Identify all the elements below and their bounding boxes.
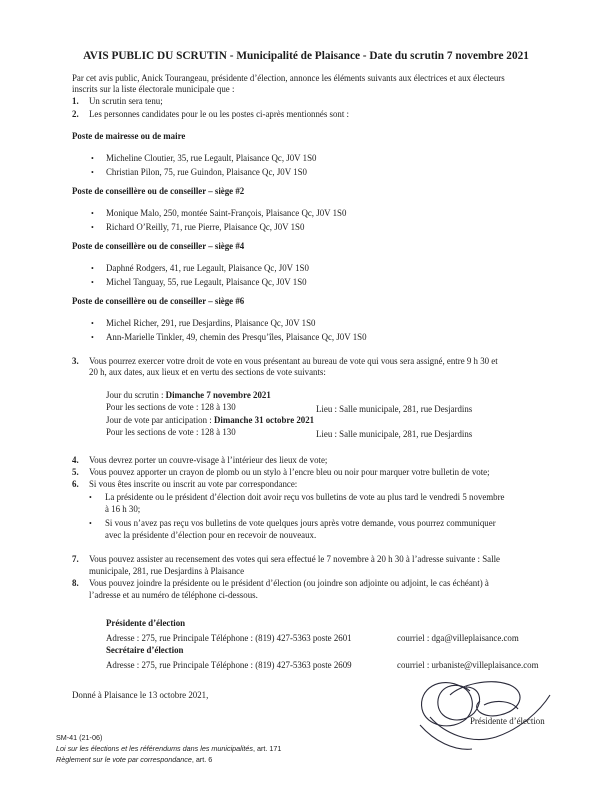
president-heading: Présidente d’élection	[106, 618, 186, 628]
item-1-text: Un scrutin sera tenu;	[89, 96, 163, 106]
candidate-item: Michel Tanguay, 55, rue Legault, Plaisance Qc, J0V 1S0	[106, 277, 307, 287]
signed-place-date: Donné à Plaisance le 13 octobre 2021,	[72, 690, 209, 700]
secretary-address: Adresse : 275, rue Principale Téléphone : (819) 427-5363 poste 2609	[106, 660, 352, 670]
item-6-bullet-2-line-1: Si vous n’avez pas reçu vos bulletins de vote quelques jours après votre demande, vous pourrez communiquer	[105, 518, 496, 528]
form-code: SM-41 (21-06)	[56, 733, 103, 742]
item-5-text: Vous pouvez apporter un crayon de plomb ou un stylo à l’encre bleu ou noir pour marquer votre bulletin de vote;	[89, 467, 490, 477]
bullet-icon: •	[91, 264, 94, 273]
bullet-icon: •	[91, 333, 94, 342]
intro-line-1: Par cet avis public, Anick Tourangeau, présidente d’élection, annonce les éléments suivants aux électrices et aux électeurs	[72, 73, 505, 83]
bullet-icon: •	[91, 168, 94, 177]
advance-vote-line	[106, 415, 314, 426]
candidate-item: Daphné Rodgers, 41, rue Legault, Plaisance Qc, J0V 1S0	[106, 263, 309, 273]
position-heading-seat-2: Poste de conseillère ou de conseiller – siège #2	[72, 186, 245, 196]
item-2-text: Les personnes candidates pour le ou les postes ci-après mentionnés sont :	[89, 109, 350, 119]
vote-day-place: Lieu : Salle municipale, 281, rue Desjardins	[316, 404, 473, 414]
advance-vote-place: Lieu : Salle municipale, 281, rue Desjardins	[316, 429, 473, 439]
advance-vote-label: Jour de vote par anticipation :	[106, 415, 214, 425]
item-6-bullet-2-line-2: avec la présidente d’élection pour en recevoir de nouveaux.	[105, 530, 317, 540]
item-1-number: 1.	[72, 96, 79, 106]
item-4-text: Vous devrez porter un couvre-visage à l’intérieur des lieux de vote;	[89, 455, 328, 465]
position-heading-mayor: Poste de mairesse ou de maire	[72, 131, 186, 141]
bullet-icon: •	[89, 493, 92, 502]
president-email[interactable]: courriel : dga@villeplaisance.com	[397, 633, 519, 643]
bullet-icon: •	[91, 319, 94, 328]
law-2-title: Règlement sur le vote par correspondance	[56, 755, 192, 764]
item-8-line-1: Vous pouvez joindre la présidente ou le président d’élection (ou joindre son adjointe ou adjoint, le cas échéant) à	[89, 578, 489, 588]
candidate-item: Ann-Marielle Tinkler, 49, chemin des Presqu’îles, Plaisance Qc, J0V 1S0	[106, 332, 367, 342]
candidate-item: Michel Richer, 291, rue Desjardins, Plaisance Qc, J0V 1S0	[106, 318, 316, 328]
bullet-icon: •	[91, 223, 94, 232]
bullet-icon: •	[89, 519, 92, 528]
advance-vote-date: Dimanche 31 octobre 2021	[213, 415, 315, 425]
intro-line-2: inscrits sur la liste électorale municipale que :	[72, 84, 235, 94]
item-7-number: 7.	[72, 554, 79, 564]
secretary-email[interactable]: courriel : urbaniste@villeplaisance.com	[397, 660, 539, 670]
item-3-line-1: Vous pourrez exercer votre droit de vote en vous présentant au bureau de vote qui vous sera assigné, entre 9 h 30 et	[89, 356, 498, 366]
law-1-title: Loi sur les élections et les référendums dans les municipalités	[56, 744, 253, 753]
signature-image	[400, 665, 560, 755]
item-7-line-2: municipale, 281, rue Desjardins à Plaisance	[89, 566, 245, 576]
item-4-number: 4.	[72, 455, 79, 465]
bullet-icon: •	[91, 154, 94, 163]
bullet-icon: •	[91, 209, 94, 218]
advance-vote-sections: Pour les sections de vote : 128 à 130	[106, 427, 236, 437]
law-1-article: , art. 171	[252, 744, 282, 753]
law-2-article: , art. 6	[191, 755, 213, 764]
signature-caption: Présidente d’élection	[470, 716, 545, 726]
candidate-item: Monique Malo, 250, montée Saint-François, Plaisance Qc, J0V 1S0	[106, 208, 347, 218]
item-8-number: 8.	[72, 578, 79, 588]
item-6-bullet-1-line-2: à 16 h 30;	[105, 504, 141, 514]
president-address: Adresse : 275, rue Principale Téléphone : (819) 427-5363 poste 2601	[106, 633, 352, 643]
item-2-number: 2.	[72, 109, 79, 119]
item-5-number: 5.	[72, 467, 79, 477]
item-3-line-2: 20 h, aux dates, aux lieux et en vertu des sections de vote suivants:	[89, 367, 326, 377]
page-title: AVIS PUBLIC DU SCRUTIN - Municipalité de Plaisance - Date du scrutin 7 novembre 2021	[83, 50, 529, 62]
vote-day-date: Dimanche 7 novembre 2021	[165, 390, 271, 400]
position-heading-seat-4: Poste de conseillère ou de conseiller – siège #4	[72, 241, 245, 251]
vote-day-sections: Pour les sections de vote : 128 à 130	[106, 402, 236, 412]
item-6-bullet-1-line-1: La présidente ou le président d’élection doit avoir reçu vos bulletins de vote au plus tard le vendredi 5 novembre	[105, 492, 505, 502]
item-6-text: Si vous êtes inscrite ou inscrit au vote par correspondance:	[89, 479, 298, 489]
position-heading-seat-6: Poste de conseillère ou de conseiller – siège #6	[72, 296, 245, 306]
item-8-line-2: l’adresse et au numéro de téléphone ci-dessous.	[89, 590, 258, 600]
candidate-item: Micheline Cloutier, 35, rue Legault, Plaisance Qc, J0V 1S0	[106, 153, 317, 163]
law-reference-2	[56, 755, 212, 764]
item-3-number: 3.	[72, 356, 79, 366]
vote-day-line	[106, 390, 271, 401]
vote-day-label: Jour du scrutin :	[106, 390, 166, 400]
bullet-icon: •	[91, 278, 94, 287]
candidate-item: Richard O’Reilly, 71, rue Pierre, Plaisance Qc, J0V 1S0	[106, 222, 305, 232]
secretary-heading: Secrétaire d’élection	[106, 645, 184, 655]
law-reference-1	[56, 744, 281, 753]
candidate-item: Christian Pilon, 75, rue Guindon, Plaisance Qc, J0V 1S0	[106, 167, 307, 177]
item-6-number: 6.	[72, 479, 79, 489]
item-7-line-1: Vous pouvez assister au recensement des votes qui sera effectué le 7 novembre à 20 h 30 à l’adresse suivante : Salle	[89, 554, 500, 564]
